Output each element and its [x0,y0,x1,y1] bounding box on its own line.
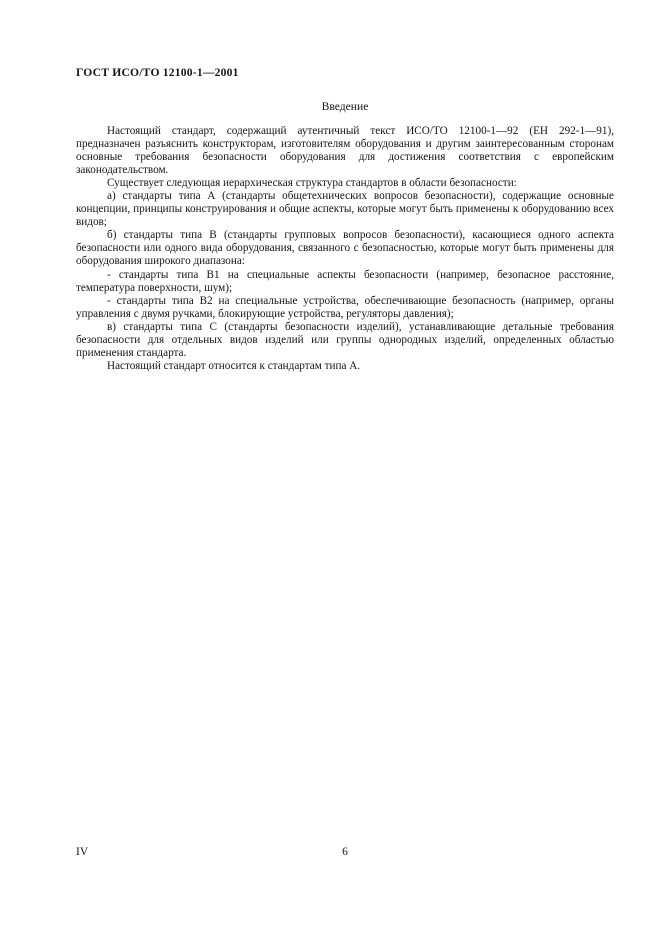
paragraph-type-c: в) стандарты типа С (стандарты безопасности изделий), устанавливающие детальные требования безопасности для отдельных видов изделий или группы однородных изделий, определенных областью применения стандарта. [76,320,614,359]
section-title: Введение [321,100,369,113]
paragraph-type-a: а) стандарты типа А (стандарты общетехнических вопросов безопасности), содержащие основные концепции, принципы конструирования и общие аспекты, которые могут быть применены к оборудованию всех видов; [76,190,614,229]
paragraph-conclusion: Настоящий стандарт относится к стандартам типа А. [107,359,361,372]
list-item-type-b2: - стандарты типа В2 на специальные устройства, обеспечивающие безопасность (например, органы управления с двумя ручками, блокирующие устройства, регуляторы давления); [76,294,614,320]
paragraph-intro: Настоящий стандарт, содержащий аутентичный текст ИСО/ТО 12100-1—92 (ЕН 292-1—91), предназначен разъяснить конструкторам, изготовителям оборудования и другим заинтересованным сторонам основные требования безопасности оборудования для достижения соответствия с европейским законодательством. [76,125,614,177]
paragraph-hierarchy-lead: Существует следующая иерархическая структура стандартов в области безопасности: [107,177,517,190]
paragraph-type-b: б) стандарты типа В (стандарты групповых вопросов безопасности), касающиеся одного аспекта безопасности или одного вида оборудования, связанного с безопасностью, которые могут быть применены для оборудования широкого диапазона: [76,229,614,268]
list-item-type-b1: - стандарты типа В1 на специальные аспекты безопасности (например, безопасное расстояние, температура поверхности, шум); [76,268,614,294]
page-number-arabic: 6 [342,846,348,858]
page-number-roman: IV [76,846,89,858]
document-body [76,125,614,373]
running-header-standard-number: ГОСТ ИСО/ТО 12100-1—2001 [76,66,239,79]
